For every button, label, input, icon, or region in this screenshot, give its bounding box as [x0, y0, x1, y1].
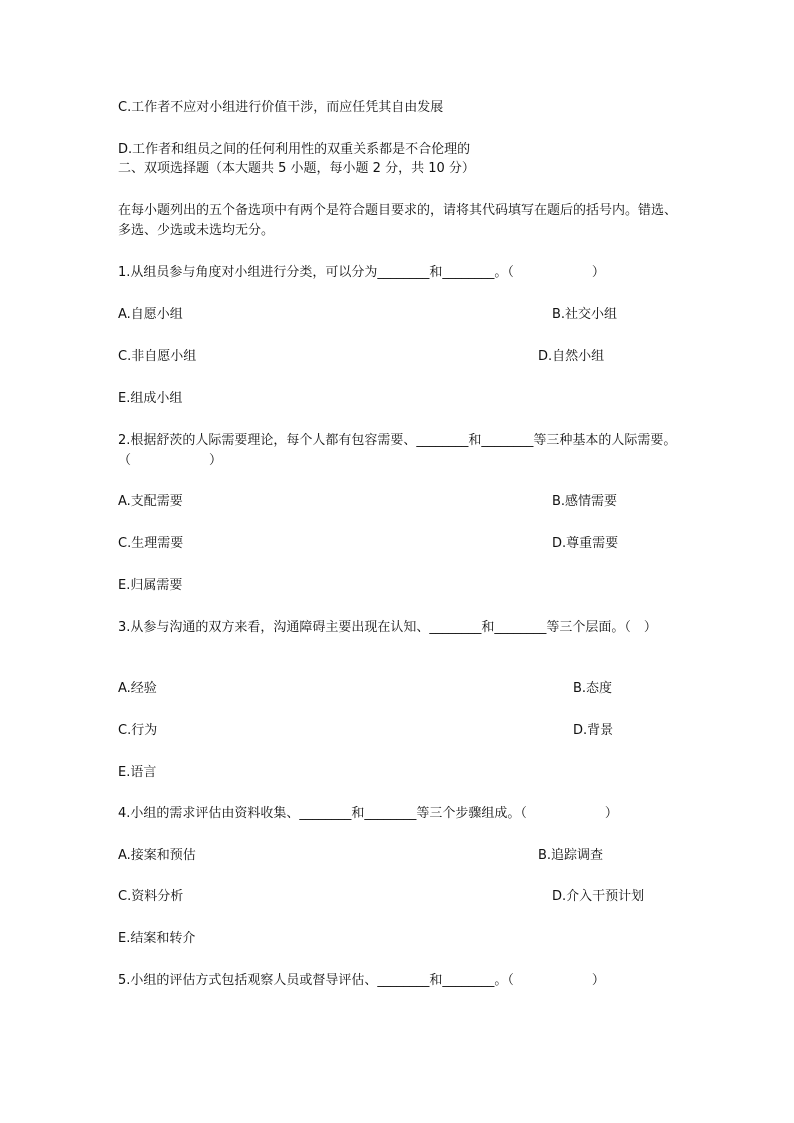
q3-option-d: D.背景	[573, 723, 614, 738]
q1-option-c: C.非自愿小组	[118, 349, 197, 364]
question-5-stem: 5.小组的评估方式包括观察人员或督导评估、________和________。（ ）	[118, 973, 605, 988]
q1-option-a: A.自愿小组	[118, 307, 183, 322]
q1-option-b: B.社交小组	[552, 307, 618, 322]
q2-option-e: E.归属需要	[118, 578, 183, 593]
question-3-stem: 3.从参与沟通的双方来看，沟通障碍主要出现在认知、________和________等三个层面。（ ）	[118, 620, 657, 635]
question-4-stem: 4.小组的需求评估由资料收集、________和________等三个步骤组成。（ ）	[118, 806, 618, 821]
q4-option-e: E.结案和转介	[118, 931, 196, 946]
section-instruction: 在每小题列出的五个备选项中有两个是符合题目要求的，请将其代码填写在题后的括号内。错选、多选、少选或未选均无分。	[118, 203, 678, 238]
q4-option-b: B.追踪调查	[538, 848, 604, 863]
q4-option-c: C.资料分析	[118, 889, 184, 904]
q4-option-a: A.接案和预估	[118, 848, 196, 863]
question-2-stem: 2.根据舒茨的人际需要理论，每个人都有包容需要、________和________等三种基本的人际需要。（ ）	[118, 433, 677, 468]
q3-option-a: A.经验	[118, 681, 157, 696]
q3-option-b: B.态度	[573, 681, 613, 696]
q3-option-c: C.行为	[118, 723, 158, 738]
prev-option-c: C.工作者不应对小组进行价值干涉，而应任凭其自由发展	[118, 100, 444, 115]
q1-option-e: E.组成小组	[118, 391, 183, 406]
question-1-stem: 1.从组员参与角度对小组进行分类，可以分为________和________。（ ）	[118, 265, 605, 280]
q1-option-d: D.自然小组	[538, 349, 605, 364]
q2-option-d: D.尊重需要	[552, 536, 619, 551]
q2-option-b: B.感情需要	[552, 494, 618, 509]
q2-option-a: A.支配需要	[118, 494, 183, 509]
q2-option-c: C.生理需要	[118, 536, 184, 551]
q3-option-e: E.语言	[118, 765, 157, 780]
prev-option-d: D.工作者和组员之间的任何利用性的双重关系都是不合伦理的	[118, 142, 471, 157]
q4-option-d: D.介入干预计划	[552, 889, 645, 904]
section-title: 二、双项选择题（本大题共 5 小题，每小题 2 分，共 10 分）	[118, 161, 475, 176]
